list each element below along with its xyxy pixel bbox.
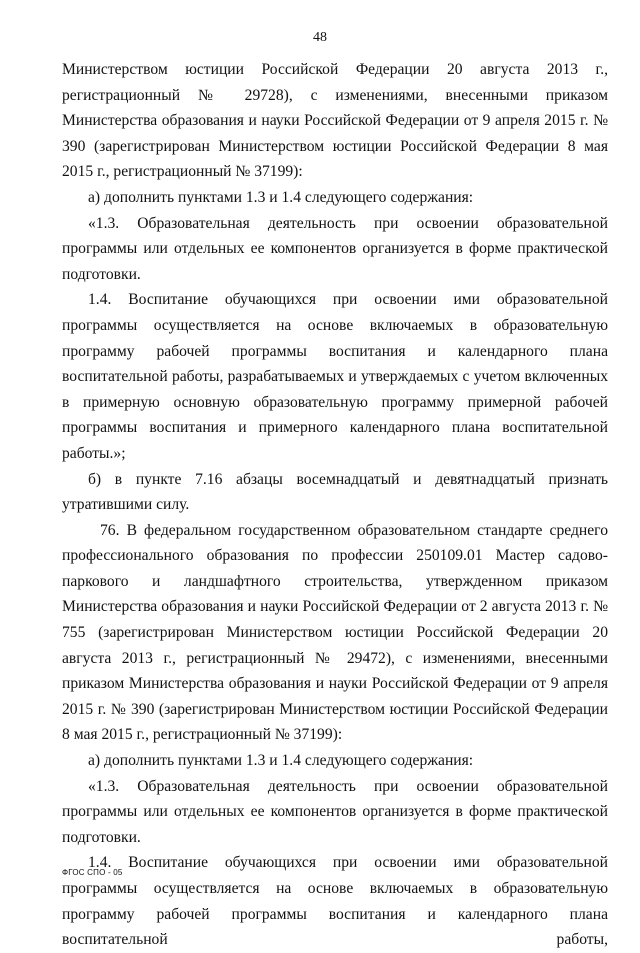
footer-label: ФГОС СПО - 05 bbox=[62, 868, 123, 877]
paragraph-item-a: а) дополнить пунктами 1.3 и 1.4 следующего содержания: bbox=[88, 188, 474, 206]
page-number: 48 bbox=[313, 30, 327, 45]
paragraph-section-76: 76. В федеральном государственном образовательном стандарте среднего профессионального образования по профессии 250109.01 Мастер садово-паркового и ландшафтного строительства, утвержденном приказом Министерства образования и науки Российской Федерации от 2 августа 2013 г. № 755 (зарегистрирован Министерством юстиции Российской Федерации 20 августа 2013 г., регистрационный № 29472), с изменениями, внесенными приказом Министерства образования и науки Российской Федерации от 9 апреля 2015 г. № 390 (зарегистрирован Министерством юстиции Российской Федерации 8 мая 2015 г., регистрационный № 37199): bbox=[62, 521, 608, 744]
paragraph-clause-1-3-2: «1.3. Образовательная деятельность при освоении образовательной программы или отдельных ее компонентов организуется в форме практической подготовки. bbox=[62, 777, 608, 846]
document-body bbox=[62, 57, 608, 953]
paragraph-clause-1-4-2: 1.4. Воспитание обучающихся при освоении ими образовательной программы осуществляется на основе включаемых в образовательную программу рабочей программы воспитания и календарного плана воспитательной работы, bbox=[62, 854, 608, 949]
paragraph-item-a-2: а) дополнить пунктами 1.3 и 1.4 следующего содержания: bbox=[88, 752, 474, 770]
paragraph-clause-1-4: 1.4. Воспитание обучающихся при освоении ими образовательной программы осуществляется на основе включаемых в образовательную программу рабочей программы воспитания и календарного плана воспитательной работы, разрабатываемых и утверждаемых с учетом включенных в примерную основную образовательную программу примерной рабочей программы воспитания и примерного календарного плана воспитательной работы.»; bbox=[62, 291, 608, 462]
paragraph-item-b: б) в пункте 7.16 абзацы восемнадцатый и девятнадцатый признать утратившими силу. bbox=[62, 470, 608, 514]
paragraph-continuation: Министерством юстиции Российской Федерации 20 августа 2013 г., регистрационный № 29728), с изменениями, внесенными приказом Министерства образования и науки Российской Федерации от 9 апреля 2015 г. № 390 (зарегистрирован Министерством юстиции Российской Федерации 8 мая 2015 г., регистрационный № 37199): bbox=[62, 61, 608, 181]
paragraph-clause-1-3: «1.3. Образовательная деятельность при освоении образовательной программы или отдельных ее компонентов организуется в форме практической подготовки. bbox=[62, 214, 608, 283]
